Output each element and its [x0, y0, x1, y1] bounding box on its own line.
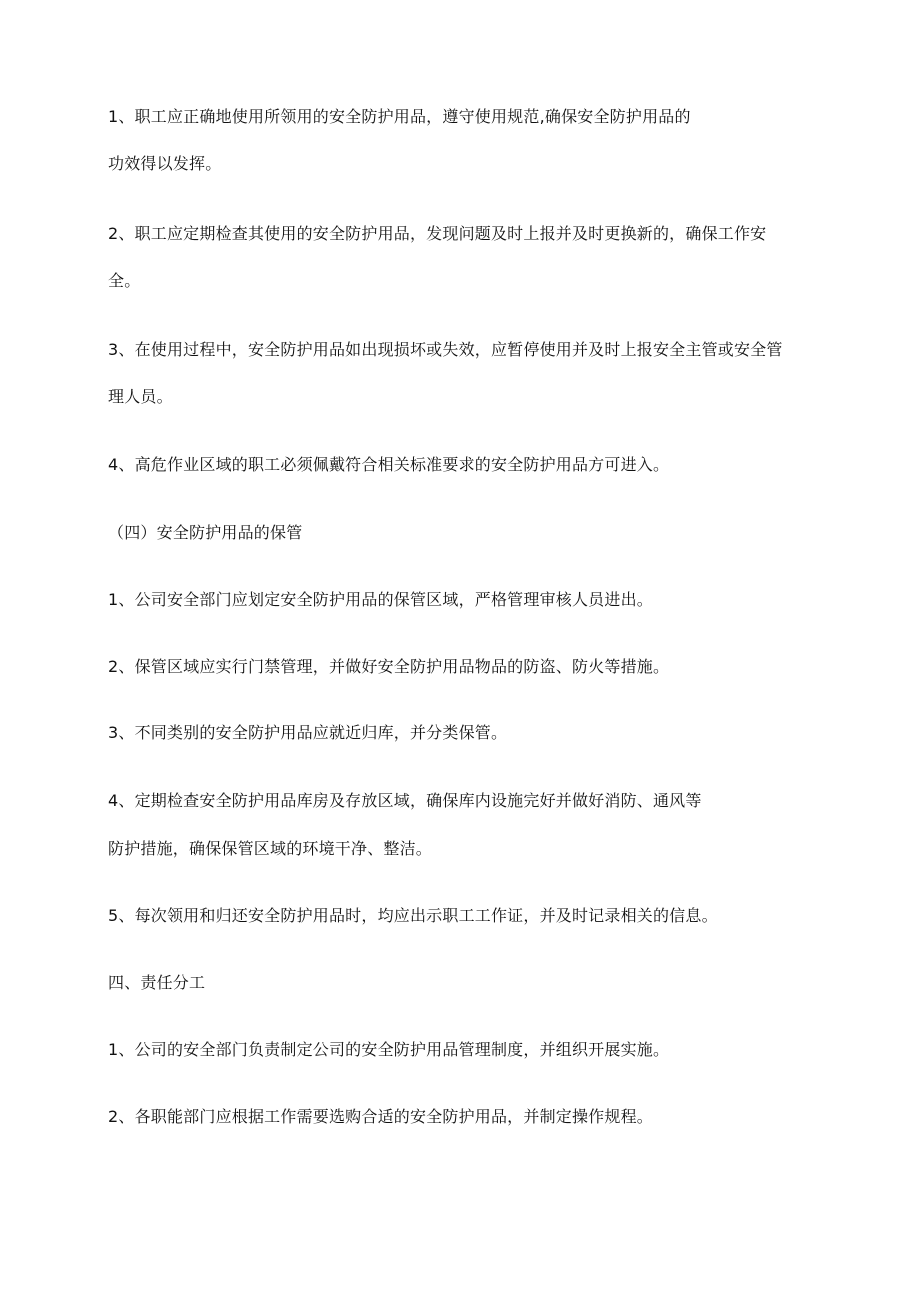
paragraph-line: 4、定期检查安全防护用品库房及存放区域，确保库内设施完好并做好消防、通风等	[108, 791, 702, 810]
paragraph-line: 防护措施，确保保管区域的环境干净、整洁。	[108, 839, 433, 858]
paragraph-line: 5、每次领用和归还安全防护用品时，均应出示职工工作证，并及时记录相关的信息。	[108, 906, 718, 925]
paragraph-line: 1、职工应正确地使用所领用的安全防护用品，遵守使用规范,确保安全防护用品的	[108, 107, 691, 126]
paragraph-line: 4、高危作业区域的职工必须佩戴符合相关标准要求的安全防护用品方可进入。	[108, 455, 670, 474]
paragraph-line: 1、公司安全部门应划定安全防护用品的保管区域，严格管理审核人员进出。	[108, 590, 653, 609]
paragraph-line: 1、公司的安全部门负责制定公司的安全防护用品管理制度，并组织开展实施。	[108, 1040, 670, 1059]
paragraph-line: 3、在使用过程中，安全防护用品如出现损坏或失效，应暂停使用并及时上报安全主管或安全管	[108, 340, 783, 359]
paragraph-line: 3、不同类别的安全防护用品应就近归库，并分类保管。	[108, 723, 508, 742]
section-heading: （四）安全防护用品的保管	[108, 523, 303, 542]
paragraph-line: 理人员。	[108, 387, 173, 406]
paragraph-line: 2、职工应定期检查其使用的安全防护用品，发现问题及时上报并及时更换新的，确保工作安	[108, 224, 767, 243]
paragraph-line: 功效得以发挥。	[108, 154, 222, 173]
paragraph-line: 全。	[108, 271, 141, 290]
section-heading: 四、责任分工	[108, 973, 206, 992]
paragraph-line: 2、各职能部门应根据工作需要选购合适的安全防护用品，并制定操作规程。	[108, 1107, 653, 1126]
paragraph-line: 2、保管区域应实行门禁管理，并做好安全防护用品物品的防盗、防火等措施。	[108, 657, 670, 676]
